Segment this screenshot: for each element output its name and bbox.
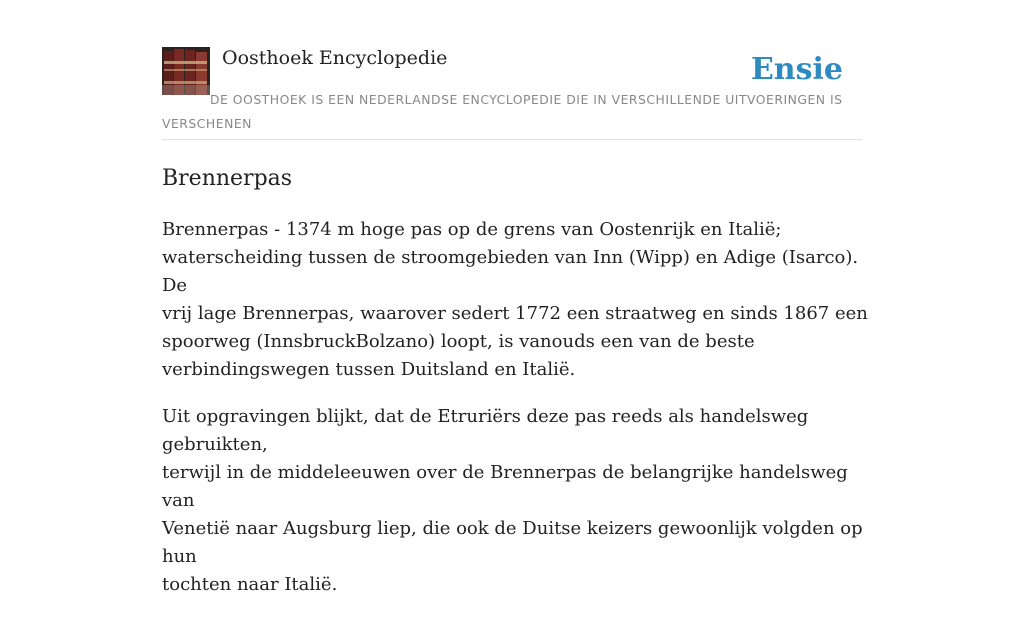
article-title: Brennerpas bbox=[162, 166, 293, 191]
p1-line-1: Brennerpas - 1374 m hoge pas op de grens van Oostenrijk en Italië; bbox=[162, 219, 782, 240]
p2-line-3: Venetië naar Augsburg liep, die ook de Duitse keizers gewoonlijk volgden op hun bbox=[162, 518, 863, 567]
p1-line-3: vrij lage Brennerpas, waarover sedert 1772 een straatweg en sinds 1867 een bbox=[162, 303, 868, 324]
p1-line-2: waterscheiding tussen de stroomgebieden van Inn (Wipp) en Adige (Isarco). De bbox=[162, 247, 859, 296]
article-body bbox=[162, 216, 882, 618]
brand-logo[interactable]: Ensie bbox=[750, 52, 843, 87]
paragraph-2 bbox=[162, 403, 882, 599]
source-name[interactable]: Oosthoek Encyclopedie bbox=[222, 47, 448, 69]
header-divider bbox=[162, 139, 862, 140]
source-tagline: DE OOSTHOEK IS EEN NEDERLANDSE ENCYCLOPEDIE DIE IN VERSCHILLENDE UITVOERINGEN IS VERSCHENEN bbox=[162, 92, 843, 131]
p1-line-5: verbindingswegen tussen Duitsland en Italië. bbox=[162, 359, 576, 380]
p2-line-1: Uit opgravingen blijkt, dat de Etruriërs deze pas reeds als handelsweg gebruikten, bbox=[162, 406, 809, 455]
paragraph-1 bbox=[162, 216, 882, 384]
p2-line-2: terwijl in de middeleeuwen over de Brennerpas de belangrijke handelsweg van bbox=[162, 462, 848, 511]
p2-line-4: tochten naar Italië. bbox=[162, 574, 338, 595]
p1-line-4: spoorweg (InnsbruckBolzano) loopt, is vanouds een van de beste bbox=[162, 331, 755, 352]
